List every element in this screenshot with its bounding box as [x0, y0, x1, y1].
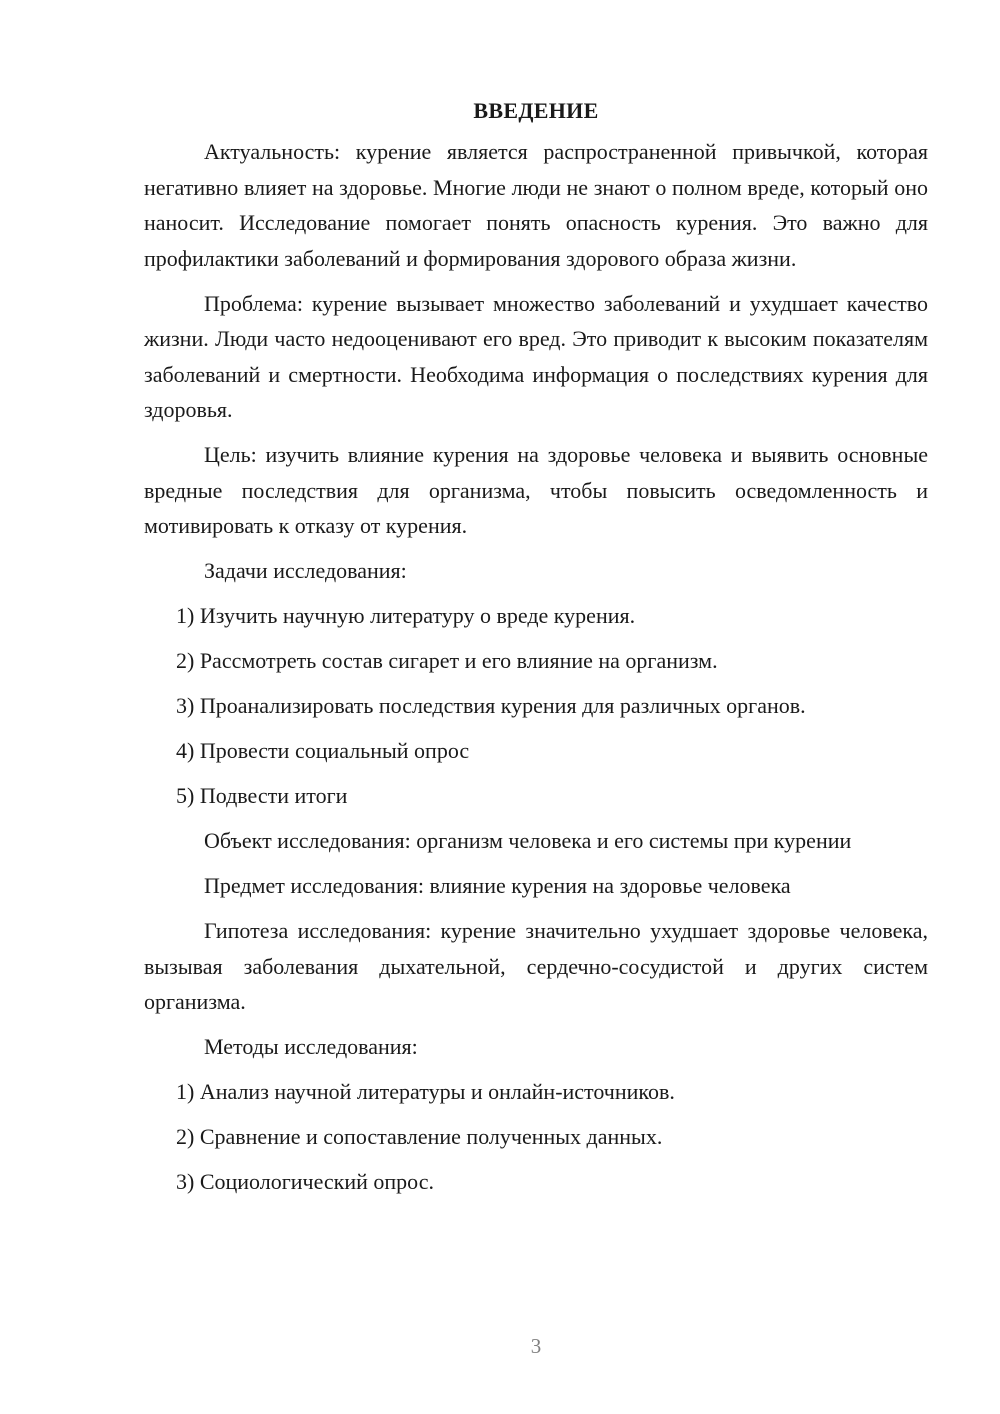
- tasks-title: Задачи исследования:: [204, 558, 407, 583]
- task-item: 2) Рассмотреть состав сигарет и его влияние на организм.: [176, 648, 718, 673]
- methods-title: Методы исследования:: [204, 1034, 418, 1059]
- method-item: 2) Сравнение и сопоставление полученных данных.: [176, 1124, 663, 1149]
- task-item: 1) Изучить научную литературу о вреде курения.: [176, 603, 636, 628]
- goal-paragraph: Цель: изучить влияние курения на здоровье человека и выявить основные вредные последствия для организма, чтобы повысить осведомленность и мотивировать к отказу от курения.: [144, 442, 928, 538]
- method-item: 1) Анализ научной литературы и онлайн-источников.: [176, 1079, 675, 1104]
- relevance-paragraph: Актуальность: курение является распространенной привычкой, которая негативно влияет на здоровье. Многие люди не знают о полном вреде, который оно наносит. Исследование помогает понять опасность курения. Это важно для профилактики заболеваний и формирования здорового образа жизни.: [144, 139, 928, 271]
- subject-paragraph: Предмет исследования: влияние курения на здоровье человека: [204, 873, 791, 898]
- page-number: 3: [530, 1334, 542, 1358]
- task-item: 5) Подвести итоги: [176, 783, 348, 808]
- problem-paragraph: Проблема: курение вызывает множество заболеваний и ухудшает качество жизни. Люди часто недооценивают его вред. Это приводит к высоким показателям заболеваний и смертности. Необходима информация о последствиях курения для здоровья.: [144, 290, 928, 422]
- hypothesis-paragraph: Гипотеза исследования: курение значительно ухудшает здоровье человека, вызывая заболевания дыхательной, сердечно-сосудистой и других систем организма.: [144, 918, 928, 1014]
- page-content: [144, 94, 928, 1209]
- task-item: 4) Провести социальный опрос: [176, 738, 470, 763]
- page-title: ВВЕДЕНИЕ: [473, 98, 599, 123]
- task-item: 3) Проанализировать последствия курения для различных органов.: [176, 693, 806, 718]
- method-item: 3) Социологический опрос.: [176, 1169, 434, 1194]
- object-paragraph: Объект исследования: организм человека и его системы при курении: [204, 828, 852, 853]
